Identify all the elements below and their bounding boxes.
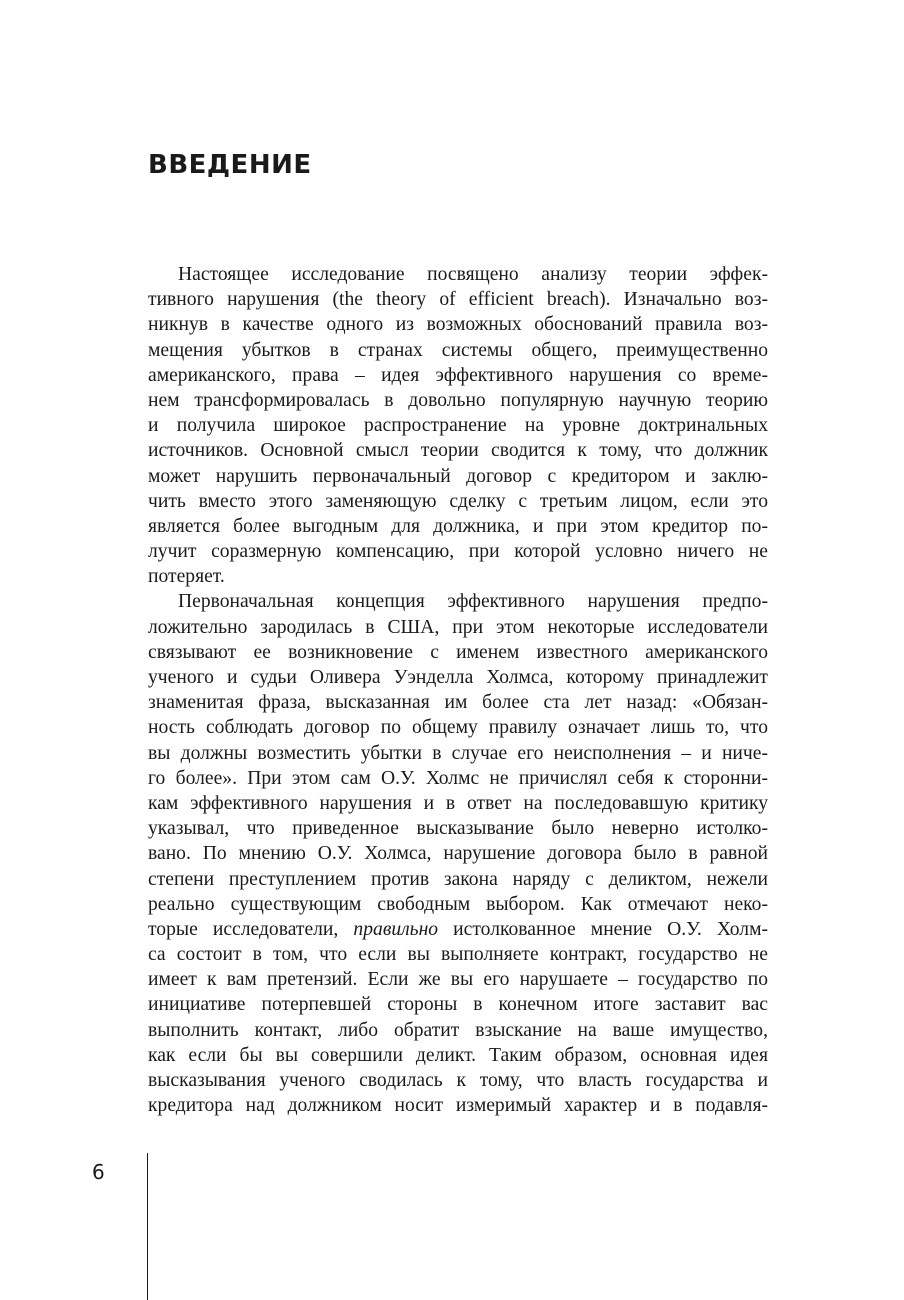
paragraph-1 bbox=[148, 262, 768, 589]
text-line: ность соблюдать договор по общему правилу означает лишь то, что bbox=[148, 717, 768, 739]
text-line: как если бы вы совершили деликт. Таким образом, основная идея bbox=[148, 1044, 768, 1066]
text-line: связывают ее возникновение с именем известного американского bbox=[148, 641, 768, 663]
text-line: и получила широкое распространение на уровне доктринальных bbox=[148, 415, 768, 437]
text-line: потеряет. bbox=[148, 566, 225, 588]
text-line: является более выгодным для должника, и при этом кредитор по- bbox=[148, 515, 768, 537]
text-line: реально существующим свободным выбором. Как отмечают неко- bbox=[148, 893, 768, 915]
text-line: ложительно зародилась в США, при этом некоторые исследователи bbox=[148, 616, 768, 638]
page-number: 6 bbox=[92, 1160, 105, 1184]
text-line: мещения убытков в странах системы общего, преимущественно bbox=[148, 339, 768, 361]
text-line: чить вместо этого заменяющую сделку с третьим лицом, если это bbox=[148, 490, 768, 512]
chapter-title: ВВЕДЕНИЕ bbox=[148, 150, 312, 180]
text-line: са состоит в том, что если вы выполняете контракт, государство не bbox=[148, 944, 768, 966]
text-line: выполнить контакт, либо обратит взыскание на ваше имущество, bbox=[148, 1019, 768, 1041]
text-line: Настоящее исследование посвящено анализу теории эффек- bbox=[178, 264, 768, 285]
text-line: источников. Основной смысл теории сводится к тому, что должник bbox=[148, 440, 768, 462]
text-line: нем трансформировалась в довольно популярную научную теорию bbox=[148, 389, 768, 411]
text-line: степени преступлением против закона наряду с деликтом, нежели bbox=[148, 868, 768, 890]
text-line: лучит соразмерную компенсацию, при которой условно ничего не bbox=[148, 541, 768, 563]
text-line: никнув в качестве одного из возможных обоснований правила воз- bbox=[148, 314, 768, 336]
text-line: американского, права – идея эффективного нарушения со време- bbox=[148, 364, 768, 386]
text-line: может нарушить первоначальный договор с кредитором и заклю- bbox=[148, 465, 768, 487]
text-line-with-italic bbox=[148, 917, 768, 942]
text-line: указывал, что приведенное высказывание было неверно истолко- bbox=[148, 818, 768, 840]
text-line: вано. По мнению О.У. Холмса, нарушение договора было в равной bbox=[148, 843, 768, 865]
body-text bbox=[148, 262, 768, 1118]
margin-rule bbox=[147, 1153, 148, 1300]
text-line: знаменитая фраза, высказанная им более ста лет назад: «Обязан- bbox=[148, 692, 768, 714]
text-line: го более». При этом сам О.У. Холмс не причислял себя к сторонни- bbox=[148, 767, 768, 789]
text-line: тивного нарушения (the theory of efficient breach). Изначально воз- bbox=[148, 289, 768, 311]
text-segment: истолкованное мнение О.У. Холм- bbox=[438, 918, 769, 940]
paragraph-2 bbox=[148, 589, 768, 1118]
text-segment: торые исследователи, bbox=[148, 918, 354, 940]
text-line: кредитора над должником носит измеримый характер и в подавля- bbox=[148, 1095, 768, 1117]
text-line: инициативе потерпевшей стороны в конечном итоге заставит вас bbox=[148, 994, 768, 1016]
text-line: Первоначальная концепция эффективного нарушения предпо- bbox=[178, 591, 768, 613]
text-line: высказывания ученого сводилась к тому, что власть государства и bbox=[148, 1070, 768, 1091]
text-line: имеет к вам претензий. Если же вы его нарушаете – государство по bbox=[148, 969, 768, 991]
italic-word: правильно bbox=[353, 918, 439, 940]
text-line: вы должны возместить убытки в случае его неисполнения – и ниче- bbox=[148, 742, 768, 764]
text-line: кам эффективного нарушения и в ответ на последовавшую критику bbox=[148, 792, 768, 814]
text-line: ученого и судьи Оливера Уэнделла Холмса, которому принадлежит bbox=[148, 667, 768, 688]
